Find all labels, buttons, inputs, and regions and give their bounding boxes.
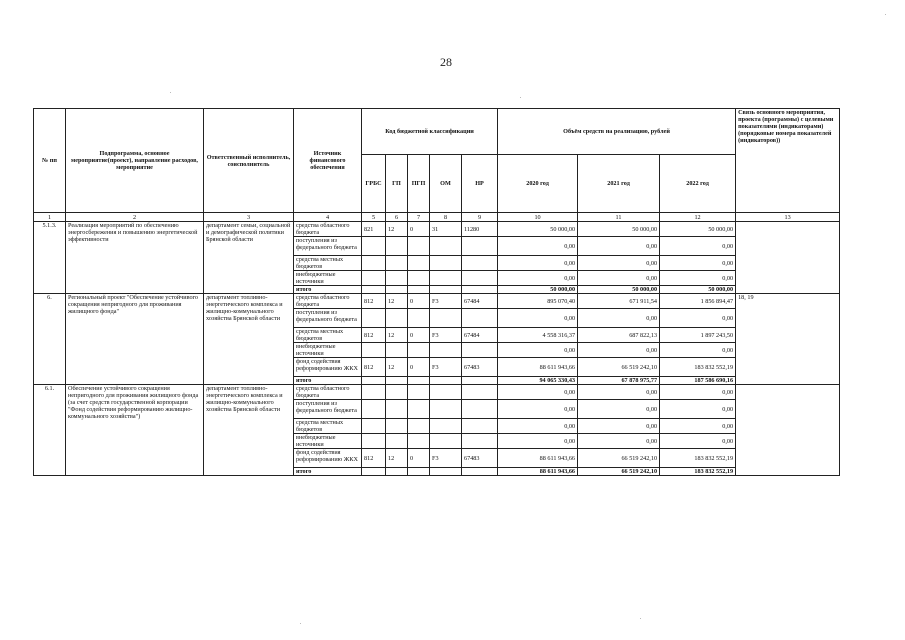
item-link: 18, 19 [736,294,840,385]
header-2021: 2021 год [578,155,660,213]
code-pgp [408,385,430,400]
value-2021: 0,00 [578,237,660,256]
item-number: 6.1. [34,385,66,476]
code-pgp: 0 [408,222,430,237]
code-np [462,468,498,476]
code-np [462,400,498,419]
code-om: F3 [430,449,462,468]
code-pgp: 0 [408,328,430,343]
code-om [430,271,462,286]
code-gp [386,468,408,476]
code-om [430,377,462,385]
code-grbs [362,419,386,434]
value-2021: 50 000,00 [578,222,660,237]
header-2022: 2022 год [660,155,736,213]
code-gp [386,309,408,328]
header-no: № пп [34,109,66,213]
header-budget-code: Код бюджетной классификации [362,109,498,155]
header-volume: Объём средств на реализацию, рублей [498,109,736,155]
value-2022: 0,00 [660,434,736,449]
value-2022: 1 897 243,50 [660,328,736,343]
value-2020: 0,00 [498,256,578,271]
code-grbs: 812 [362,358,386,377]
funding-source: итого [294,468,362,476]
code-np [462,271,498,286]
value-2022: 0,00 [660,385,736,400]
code-grbs: 821 [362,222,386,237]
code-gp [386,434,408,449]
value-2021: 66 519 242,10 [578,358,660,377]
column-number: 5 [362,213,386,222]
code-gp [386,237,408,256]
code-om [430,400,462,419]
funding-source: средства местных бюджетов [294,256,362,271]
code-om [430,385,462,400]
scan-speck [300,623,301,624]
column-number: 9 [462,213,498,222]
code-pgp [408,237,430,256]
funding-source: итого [294,377,362,385]
code-om [430,237,462,256]
code-gp [386,286,408,294]
value-2020: 0,00 [498,385,578,400]
value-2020: 895 070,40 [498,294,578,309]
value-2020: 50 000,00 [498,286,578,294]
code-pgp [408,343,430,358]
code-gp [386,377,408,385]
value-2020: 0,00 [498,400,578,419]
funding-source: средства областного бюджета [294,222,362,237]
header-row-1 [34,109,840,155]
code-np [462,343,498,358]
header-gp: ГП [386,155,408,213]
item-link [736,385,840,476]
code-grbs: 812 [362,449,386,468]
code-grbs [362,286,386,294]
table-body [34,222,840,476]
code-np: 67484 [462,294,498,309]
code-grbs [362,400,386,419]
code-pgp [408,286,430,294]
value-2020: 0,00 [498,343,578,358]
value-2021: 0,00 [578,343,660,358]
header-om: ОМ [430,155,462,213]
code-np: 11280 [462,222,498,237]
code-pgp [408,434,430,449]
code-gp: 12 [386,358,408,377]
item-name: Региональный проект "Обеспечение устойчивого сокращения непригодного для проживания жилищного фонда" [66,294,204,385]
code-grbs [362,468,386,476]
value-2021: 50 000,00 [578,286,660,294]
value-2021: 67 878 975,77 [578,377,660,385]
code-gp: 12 [386,294,408,309]
code-grbs [362,377,386,385]
code-np [462,256,498,271]
item-responsible: департамент семьи, социальной и демографической политики Брянской области [204,222,294,294]
header-np: НР [462,155,498,213]
value-2020: 0,00 [498,434,578,449]
value-2022: 0,00 [660,343,736,358]
code-om [430,468,462,476]
column-number: 6 [386,213,408,222]
value-2022: 0,00 [660,400,736,419]
budget-table [33,108,840,476]
funding-source: внебюджетные источники [294,271,362,286]
code-np [462,434,498,449]
code-pgp [408,271,430,286]
code-grbs [362,237,386,256]
value-2021: 687 822,13 [578,328,660,343]
value-2022: 0,00 [660,271,736,286]
code-pgp: 0 [408,294,430,309]
value-2022: 183 832 552,19 [660,358,736,377]
value-2020: 94 065 330,43 [498,377,578,385]
code-om [430,343,462,358]
value-2020: 0,00 [498,419,578,434]
value-2020: 88 611 943,66 [498,358,578,377]
funding-source: фонд содействия реформированию ЖКХ [294,358,362,377]
column-number: 12 [660,213,736,222]
page-number: 28 [440,55,452,69]
code-pgp: 0 [408,358,430,377]
value-2020: 0,00 [498,271,578,286]
value-2021: 66 519 242,10 [578,468,660,476]
code-om: F3 [430,328,462,343]
column-number: 3 [204,213,294,222]
value-2022: 50 000,00 [660,222,736,237]
item-number: 6. [34,294,66,385]
funding-source: фонд содействия реформированию ЖКХ [294,449,362,468]
value-2022: 50 000,00 [660,286,736,294]
scan-speck [640,618,641,619]
code-grbs [362,309,386,328]
code-grbs [362,343,386,358]
code-np [462,286,498,294]
code-grbs [362,385,386,400]
header-pgp: ПГП [408,155,430,213]
column-number: 2 [66,213,204,222]
value-2021: 66 519 242,10 [578,449,660,468]
code-np: 67483 [462,358,498,377]
code-om: 31 [430,222,462,237]
funding-source: поступления из федерального бюджета [294,237,362,256]
code-gp [386,271,408,286]
code-gp [386,256,408,271]
item-responsible: департамент топливно-энергетического комплекса и жилищно-коммунального хозяйства Брянской области [204,294,294,385]
code-gp [386,419,408,434]
table-row [34,222,840,237]
item-name: Обеспечение устойчивого сокращения непригодного для проживания жилищного фонда (за счет средств государственной корпорации "Фонд содействия реформированию жилищно-коммунального хозяйства") [66,385,204,476]
code-pgp [408,468,430,476]
table-row [34,294,840,309]
item-responsible: департамент топливно-энергетического комплекса и жилищно-коммунального хозяйства Брянской области [204,385,294,476]
header-source: Источник финансового обеспечения [294,109,362,213]
value-2022: 0,00 [660,309,736,328]
header-link: Связь основного мероприятия, проекта (программы) с целевыми показателями (индикаторами) (порядковые номера показателей (индикаторов)) [736,109,840,213]
code-pgp: 0 [408,449,430,468]
value-2022: 183 832 552,19 [660,449,736,468]
funding-source: средства местных бюджетов [294,419,362,434]
code-np: 67483 [462,449,498,468]
value-2021: 0,00 [578,400,660,419]
value-2020: 50 000,00 [498,222,578,237]
value-2022: 0,00 [660,419,736,434]
funding-source: поступления из федерального бюджета [294,309,362,328]
column-number: 1 [34,213,66,222]
funding-source: итого [294,286,362,294]
code-grbs: 812 [362,328,386,343]
item-number: 5.1.3. [34,222,66,294]
scan-speck [520,97,521,98]
code-om: F3 [430,358,462,377]
value-2020: 88 611 943,66 [498,468,578,476]
code-np [462,377,498,385]
code-grbs: 812 [362,294,386,309]
value-2022: 0,00 [660,256,736,271]
code-om [430,256,462,271]
header-subprogram: Подпрограмма, основное мероприятие(проект), направление расходов, мероприятие [66,109,204,213]
funding-source: внебюджетные источники [294,343,362,358]
code-np [462,309,498,328]
value-2022: 1 856 894,47 [660,294,736,309]
funding-source: средства местных бюджетов [294,328,362,343]
funding-source: поступления из федерального бюджета [294,400,362,419]
header-responsible: Ответственный исполнитель, соисполнитель [204,109,294,213]
code-grbs [362,256,386,271]
code-om [430,419,462,434]
item-name: Реализация мероприятий по обеспечению энергосбережения и повышению энергетической эффективности [66,222,204,294]
column-number: 7 [408,213,430,222]
scan-speck [885,14,886,15]
code-gp: 12 [386,222,408,237]
value-2022: 0,00 [660,237,736,256]
code-om [430,286,462,294]
code-np: 67484 [462,328,498,343]
code-gp [386,400,408,419]
column-number: 8 [430,213,462,222]
code-om [430,309,462,328]
funding-source: средства областного бюджета [294,385,362,400]
code-pgp [408,400,430,419]
value-2021: 0,00 [578,256,660,271]
code-np [462,385,498,400]
funding-source: внебюджетные источники [294,434,362,449]
funding-source: средства областного бюджета [294,294,362,309]
value-2020: 0,00 [498,237,578,256]
value-2020: 88 611 943,66 [498,449,578,468]
value-2020: 4 558 316,37 [498,328,578,343]
code-np [462,419,498,434]
value-2021: 0,00 [578,419,660,434]
code-np [462,237,498,256]
column-number: 13 [736,213,840,222]
header-grbs: ГРБС [362,155,386,213]
code-om [430,434,462,449]
header-2020: 2020 год [498,155,578,213]
code-pgp [408,377,430,385]
table-row [34,385,840,400]
column-number: 4 [294,213,362,222]
code-pgp [408,419,430,434]
code-pgp [408,256,430,271]
code-gp [386,343,408,358]
code-grbs [362,271,386,286]
code-pgp [408,309,430,328]
column-number: 10 [498,213,578,222]
code-om: F3 [430,294,462,309]
value-2022: 187 586 690,16 [660,377,736,385]
value-2021: 0,00 [578,385,660,400]
code-gp: 12 [386,449,408,468]
column-number: 11 [578,213,660,222]
value-2021: 0,00 [578,271,660,286]
value-2021: 671 911,54 [578,294,660,309]
value-2022: 183 832 552,19 [660,468,736,476]
code-gp [386,385,408,400]
value-2020: 0,00 [498,309,578,328]
column-number-row [34,213,840,222]
value-2021: 0,00 [578,434,660,449]
code-grbs [362,434,386,449]
scan-speck [170,92,171,93]
item-link [736,222,840,294]
code-gp: 12 [386,328,408,343]
value-2021: 0,00 [578,309,660,328]
